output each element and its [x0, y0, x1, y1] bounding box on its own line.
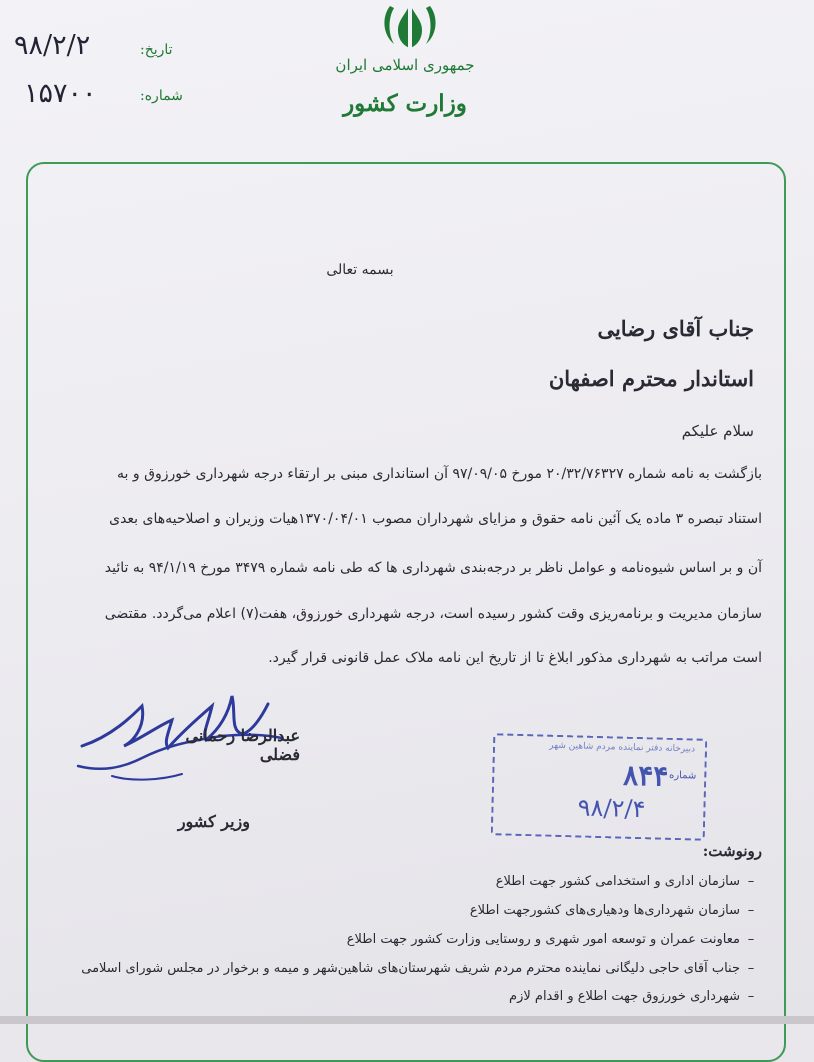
cc-item-text: شهرداری خورزوق جهت اطلاع و اقدام لازم — [509, 989, 740, 1004]
body-line-4: سازمان مدیریت و برنامه‌ریزی وقت کشور رسیده است، درجه شهرداری خورزوق، هفت(۷) اعلام می‌گردد. مقتضی — [104, 606, 762, 622]
bullet-dash: – — [747, 874, 755, 889]
stamp-date: ۹۸/۲/۴ — [577, 793, 646, 824]
body-line-2: استناد تبصره ۳ ماده یک آئین نامه حقوق و مزایای شهرداران مصوب ۱۳۷۰/۰۴/۰۱هیات وزیران و اصلاحیه‌های بعدی — [109, 511, 762, 527]
number-value: ۱۵۷۰۰ — [24, 78, 97, 109]
body-line-5: است مراتب به شهرداری مذکور ابلاغ تا از تاریخ این نامه ملاک عمل قانونی قرار گیرد. — [268, 650, 762, 666]
cc-item-text: سازمان شهرداری‌ها ودهیاری‌های کشورجهت اطلاع — [469, 903, 740, 918]
stamp-number: ۸۴۴ — [622, 758, 669, 793]
registry-stamp — [491, 733, 708, 841]
bullet-dash: – — [747, 932, 755, 947]
stamp-number-label: شماره — [668, 769, 697, 782]
date-label: تاریخ: — [140, 42, 173, 58]
page-bottom-edge — [0, 1016, 814, 1024]
cc-item — [62, 903, 762, 918]
bullet-dash: – — [747, 903, 755, 918]
iran-emblem-icon — [368, 0, 452, 52]
cc-item — [62, 961, 762, 976]
date-value: ۹۸/۲/۲ — [14, 30, 91, 61]
ministry-name: وزارت کشور — [343, 90, 467, 117]
cc-item — [62, 989, 762, 1004]
cc-item-text: جناب آقای حاجی دلیگانی نماینده محترم مردم شریف شهرستان‌های شاهین‌شهر و میمه و برخوار در مجلس شورای اسلامی — [81, 961, 740, 976]
signatory-name: عبدالرضا رحمانی فضلی — [185, 726, 300, 764]
bullet-dash: – — [747, 961, 755, 976]
recipient-name: جناب آقای رضایی — [597, 316, 754, 341]
cc-item-text: معاونت عمران و توسعه امور شهری و روستایی وزارت کشور جهت اطلاع — [346, 932, 740, 947]
cc-title: رونوشت: — [702, 842, 762, 860]
bullet-dash: – — [747, 989, 755, 1004]
signatory-title: وزیر کشور — [177, 812, 250, 831]
cc-item-text: سازمان اداری و استخدامی کشور جهت اطلاع — [495, 874, 740, 889]
recipient-title: استاندار محترم اصفهان — [548, 366, 754, 391]
greeting: سلام علیکم — [681, 422, 754, 440]
body-line-1: بازگشت به نامه شماره ۲۰/۳۲/۷۶۳۲۷ مورخ ۹۷/۰۹/۰۵ آن استانداری مبنی بر ارتقاء درجه شهرداری خورزوق و به — [117, 466, 762, 482]
cc-item — [62, 932, 762, 947]
body-line-3: آن و بر اساس شیوه‌نامه و عوامل ناظر بر درجه‌بندی شهرداری ها که طی نامه شماره ۳۴۷۹ مورخ ۹۴/۱/۱۹ به تائید — [104, 560, 762, 576]
bismillah: بسمه تعالی — [326, 262, 394, 278]
stamp-header: دبیرخانه دفتر نماینده مردم شاهین شهر — [549, 740, 696, 755]
cc-item — [62, 874, 762, 889]
number-label: شماره: — [140, 88, 183, 104]
republic-name: جمهوری اسلامی ایران — [335, 56, 475, 74]
